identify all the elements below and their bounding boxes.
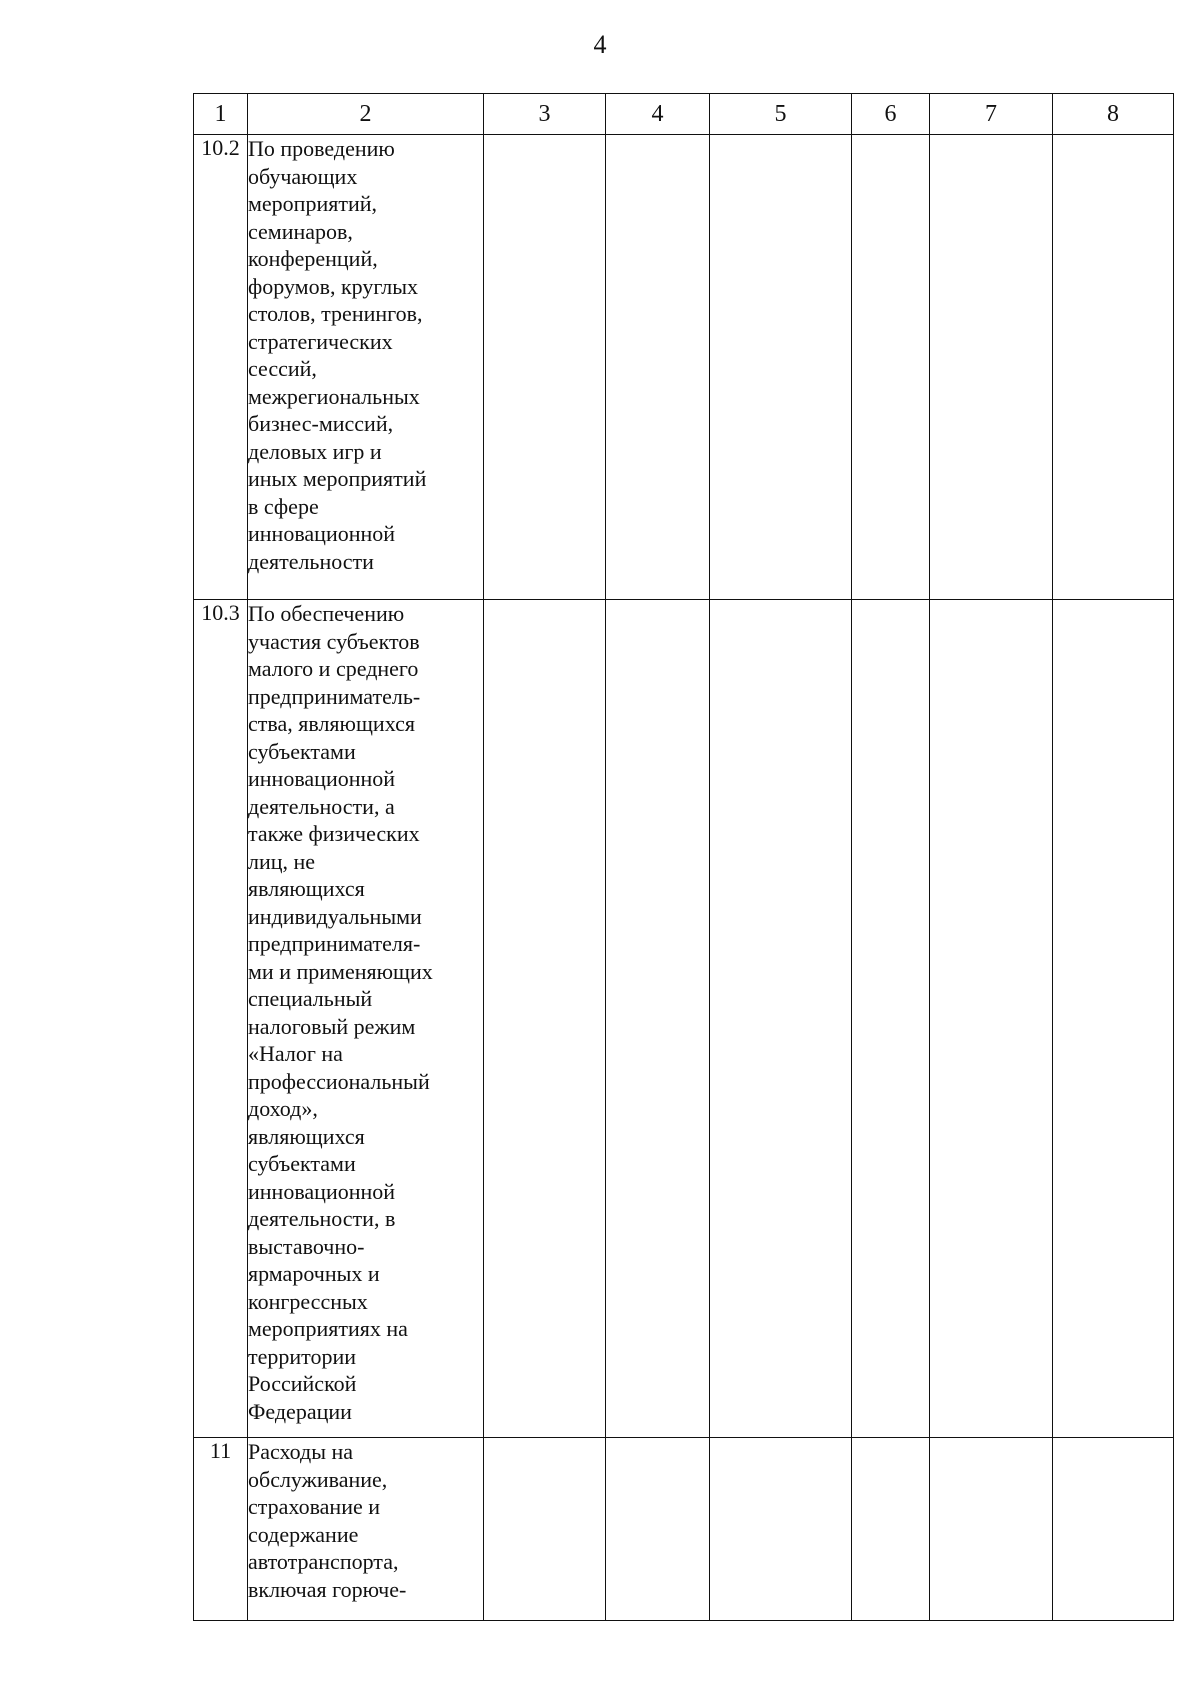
- empty-cell: [852, 1438, 930, 1621]
- row-number: 11: [194, 1438, 248, 1621]
- empty-cell: [1053, 600, 1174, 1438]
- row-number: 10.3: [194, 600, 248, 1438]
- col-header-4: 4: [606, 94, 710, 135]
- col-header-8: 8: [1053, 94, 1174, 135]
- empty-cell: [710, 600, 852, 1438]
- empty-cell: [930, 135, 1053, 600]
- empty-cell: [484, 135, 606, 600]
- table-row: [194, 1438, 1174, 1621]
- empty-cell: [484, 600, 606, 1438]
- row-description: Расходы на обслуживание, страхование и содержание автотранспорта, включая горюче-: [248, 1438, 484, 1621]
- empty-cell: [710, 1438, 852, 1621]
- row-description: По проведению обучающих мероприятий, семинаров, конференций, форумов, круглых столов, тренингов, стратегических сессий, межрегиональных бизнес-миссий, деловых игр и иных мероприятий в сфере инновационной деятельности: [248, 135, 484, 600]
- empty-cell: [484, 1438, 606, 1621]
- page-number: 4: [593, 30, 607, 59]
- empty-cell: [606, 135, 710, 600]
- col-header-1: 1: [194, 94, 248, 135]
- empty-cell: [930, 600, 1053, 1438]
- empty-cell: [606, 600, 710, 1438]
- col-header-5: 5: [710, 94, 852, 135]
- col-header-7: 7: [930, 94, 1053, 135]
- header-row: [194, 94, 1174, 135]
- col-header-2: 2: [248, 94, 484, 135]
- empty-cell: [852, 135, 930, 600]
- budget-table: [193, 93, 1174, 1621]
- empty-cell: [852, 600, 930, 1438]
- row-number: 10.2: [194, 135, 248, 600]
- empty-cell: [710, 135, 852, 600]
- empty-cell: [930, 1438, 1053, 1621]
- empty-cell: [1053, 135, 1174, 600]
- col-header-3: 3: [484, 94, 606, 135]
- table-row: [194, 135, 1174, 600]
- table-row: [194, 600, 1174, 1438]
- col-header-6: 6: [852, 94, 930, 135]
- empty-cell: [606, 1438, 710, 1621]
- row-description: По обеспечению участия субъектов малого и среднего предприниматель- ства, являющихся субъектами инновационной деятельности, а также физических лиц, не являющихся индивидуальными предпринимателя- ми и применяющих специальный налоговый режим «Налог на профессиональный доход», являющихся субъектами инновационной деятельности, в выставочно- ярмарочных и конгрессных мероприятиях на территории Российской Федерации: [248, 600, 484, 1438]
- empty-cell: [1053, 1438, 1174, 1621]
